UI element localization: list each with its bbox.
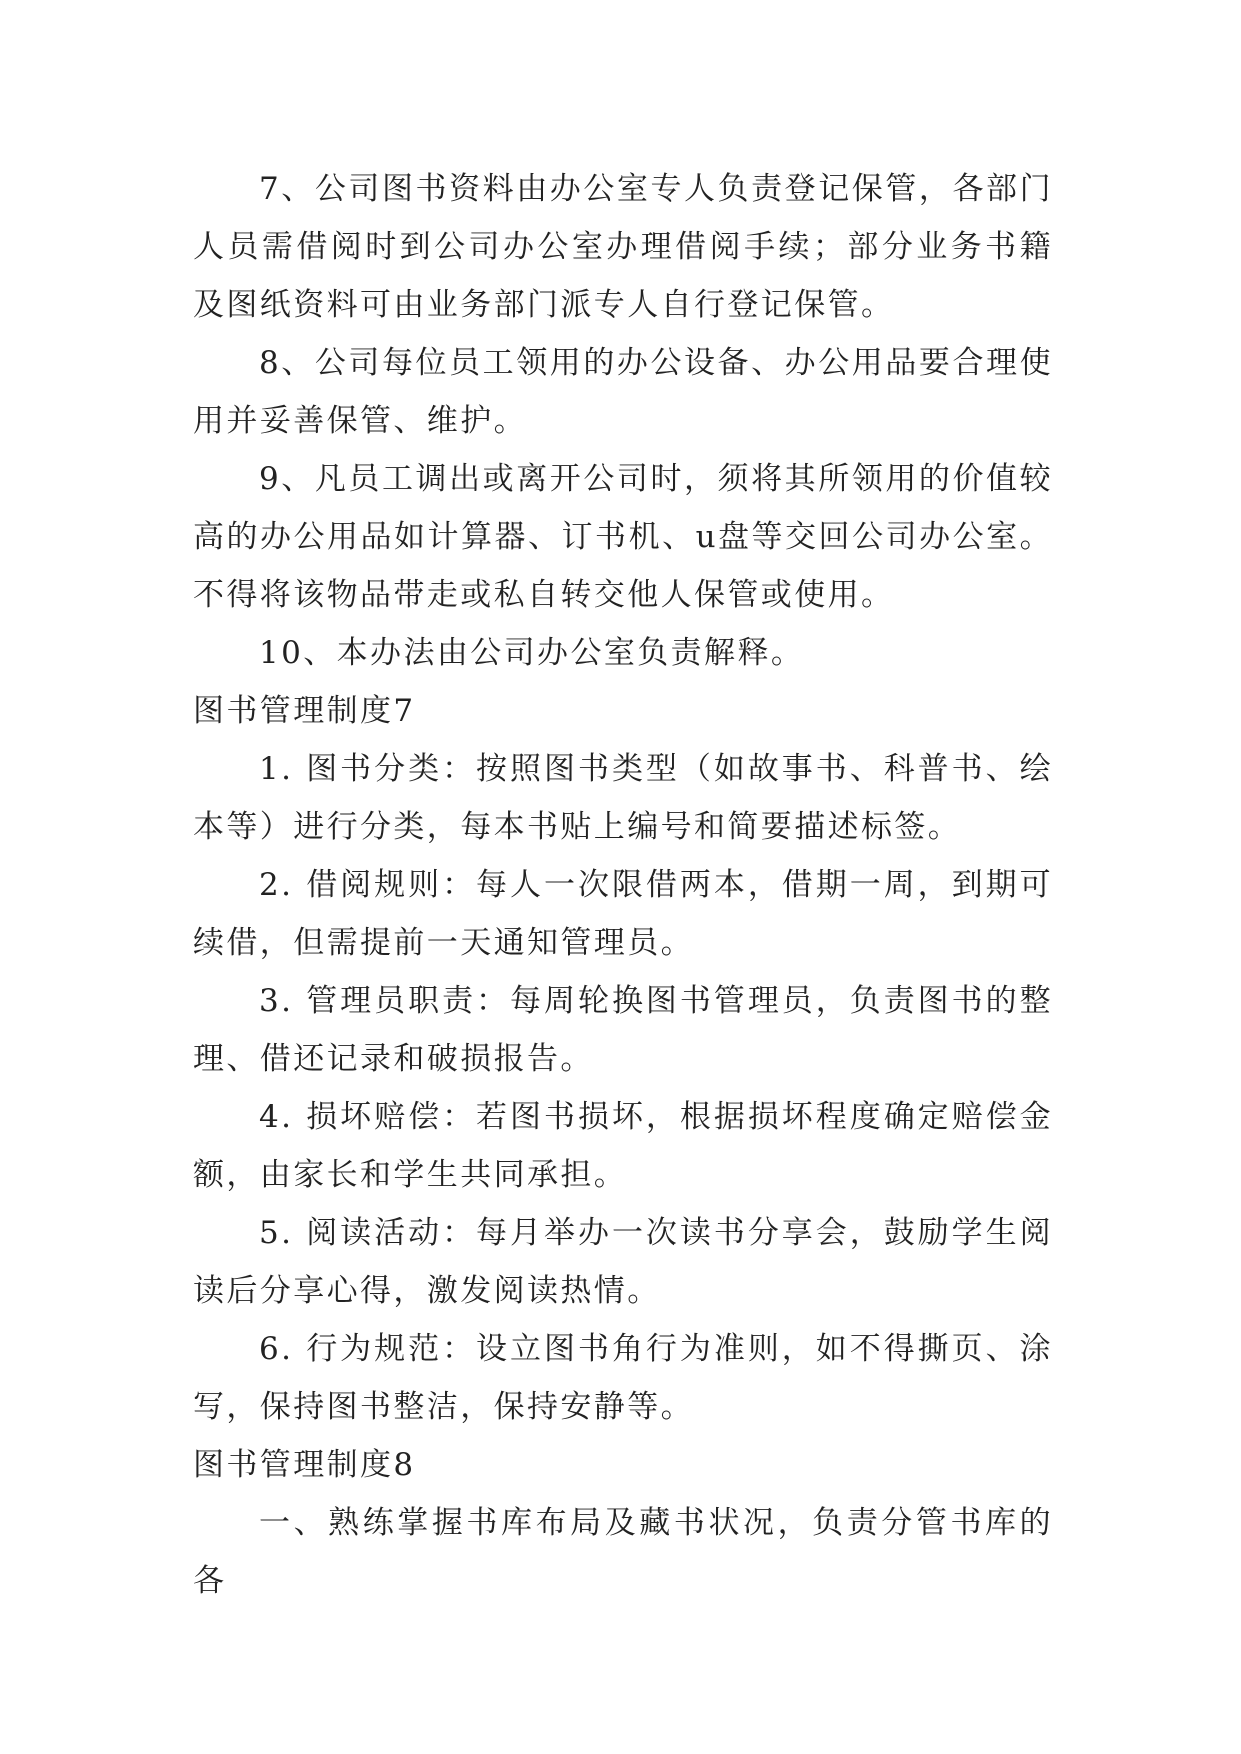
paragraph-item-1: 一、熟练掌握书库布局及藏书状况，负责分管书库的各	[193, 1505, 1053, 1599]
rule-damage-compensation: 4. 损坏赔偿：若图书损坏，根据损坏程度确定赔偿金额，由家长和学生共同承担。	[193, 1099, 1053, 1193]
rule-reading-activities: 5. 阅读活动：每月举办一次读书分享会，鼓励学生阅读后分享心得，激发阅读热情。	[193, 1215, 1053, 1309]
paragraph-item-10: 10、本办法由公司办公室负责解释。	[259, 635, 805, 671]
paragraph-item-8: 8、公司每位员工领用的办公设备、办公用品要合理使用并妥善保管、维护。	[193, 345, 1053, 439]
section-heading-8: 图书管理制度8	[193, 1447, 416, 1483]
rule-borrowing: 2. 借阅规则：每人一次限借两本，借期一周，到期可续借，但需提前一天通知管理员。	[193, 867, 1053, 961]
section-heading-7: 图书管理制度7	[193, 693, 416, 729]
rule-behavior: 6. 行为规范：设立图书角行为准则，如不得撕页、涂写，保持图书整洁，保持安静等。	[193, 1331, 1053, 1425]
document-body	[193, 160, 1053, 1610]
paragraph-item-9: 9、凡员工调出或离开公司时，须将其所领用的价值较高的办公用品如计算器、订书机、u盘等交回公司办公室。不得将该物品带走或私自转交他人保管或使用。	[193, 461, 1053, 613]
rule-classification: 1. 图书分类：按照图书类型（如故事书、科普书、绘本等）进行分类，每本书贴上编号和简要描述标签。	[193, 751, 1053, 845]
rule-librarian-duties: 3. 管理员职责：每周轮换图书管理员，负责图书的整理、借还记录和破损报告。	[193, 983, 1053, 1077]
paragraph-item-7: 7、公司图书资料由办公室专人负责登记保管，各部门人员需借阅时到公司办公室办理借阅手续；部分业务书籍及图纸资料可由业务部门派专人自行登记保管。	[193, 171, 1053, 323]
